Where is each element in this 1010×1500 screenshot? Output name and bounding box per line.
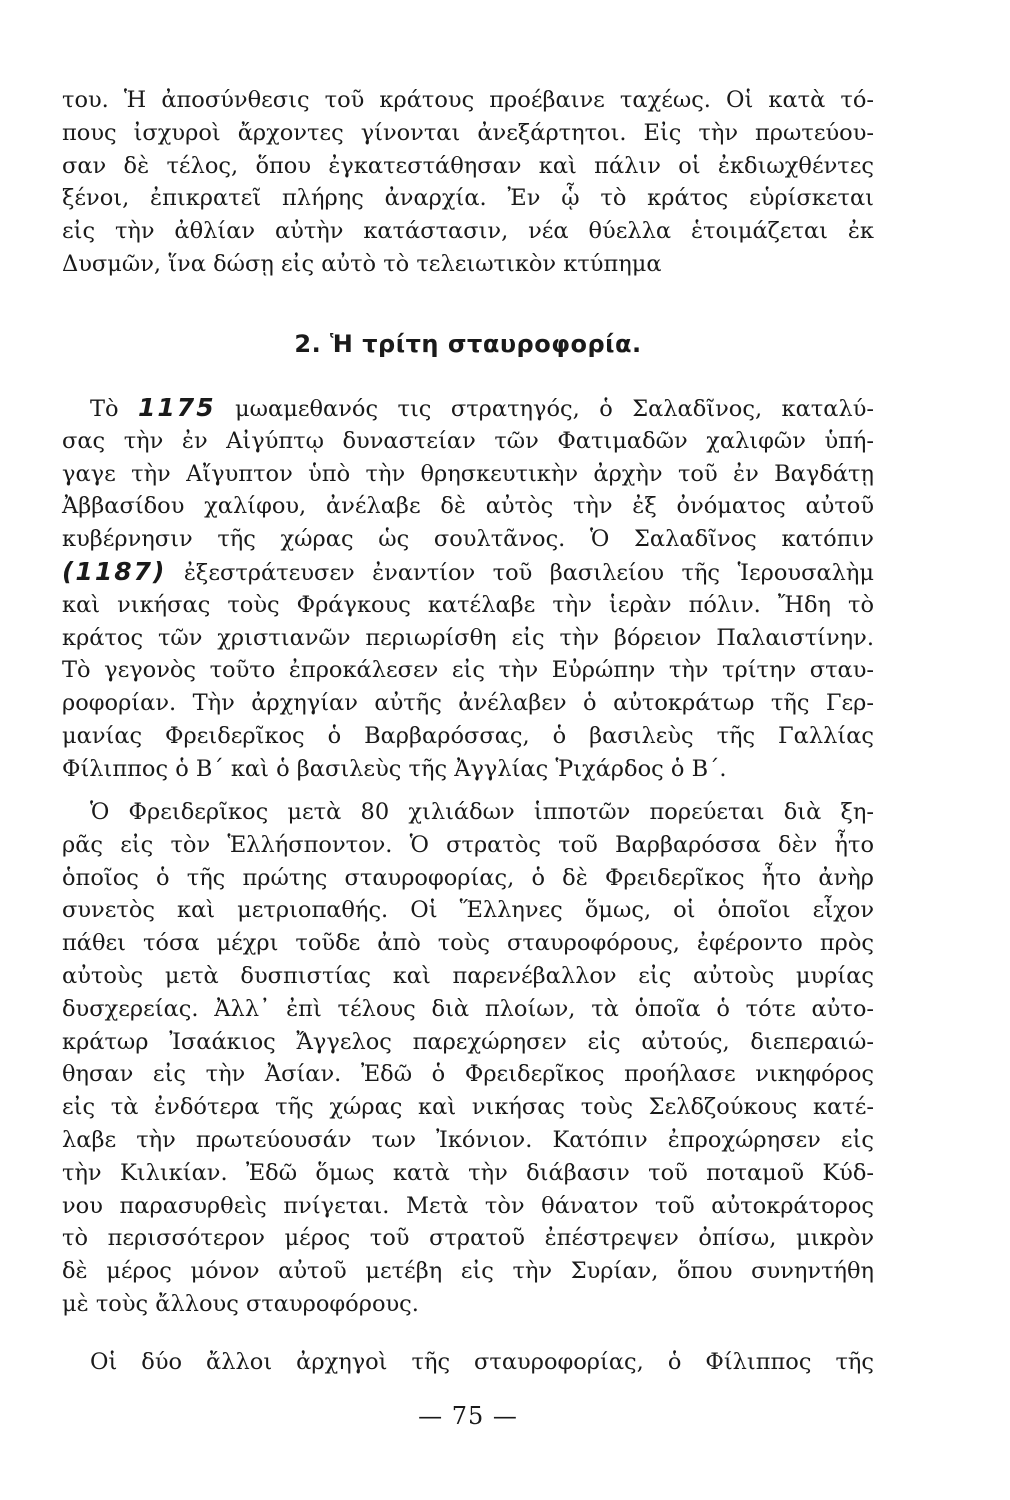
text-line: πους ἰσχυροὶ ἄρχοντες γίνονται ἀνεξάρτητοι. Εἰς τὴν πρωτεύου- <box>62 119 874 146</box>
text-fragment: μωαμεθανός τις στρατηγός, ὁ Σαλαδῖνος, καταλύ- <box>215 396 874 422</box>
text-line: καὶ νικήσας τοὺς Φράγκους κατέλαβε τὴν ἱερὰν πόλιν. Ἤδη τὸ <box>62 591 874 618</box>
text-line: Οἱ δύο ἄλλοι ἀρχηγοὶ τῆς σταυροφορίας, ὁ Φίλιππος τῆς <box>90 1349 874 1375</box>
text-line: αὐτοὺς μετὰ δυσπιστίας καὶ παρενέβαλλον εἰς αὐτοὺς μυρίας <box>62 962 874 989</box>
text-line: Ἀββασίδου χαλίφου, ἀνέλαβε δὲ αὐτὸς τὴν ἐξ ὀνόματος αὐτοῦ <box>62 493 874 520</box>
text-line: σαν δὲ τέλος, ὅπου ἐγκατεστάθησαν καὶ πάλιν οἱ ἐκδιωχθέντες <box>62 152 874 179</box>
text-line: Φίλιππος ὁ Β΄ καὶ ὁ βασιλεὺς τῆς Ἀγγλίας Ῥιχάρδος ὁ Β΄. <box>62 755 727 782</box>
text-line: δὲ μέρος μόνον αὐτοῦ μετέβη εἰς τὴν Συρίαν, ὅπου συνηντήθη <box>62 1258 874 1285</box>
paragraph-4 <box>62 1346 874 1379</box>
text-line: ρᾶς εἰς τὸν Ἑλλήσποντον. Ὁ στρατὸς τοῦ Βαρβαρόσσα δὲν ἦτο <box>62 831 874 858</box>
text-line: εἰς τὴν ἀθλίαν αὐτὴν κατάστασιν, νέα θύελλα ἑτοιμάζεται ἐκ <box>62 218 874 245</box>
text-fragment: Τὸ <box>90 396 139 422</box>
text-line: κράτωρ Ἰσαάκιος Ἄγγελος παρεχώρησεν εἰς αὐτούς, διεπεραιώ- <box>62 1028 874 1055</box>
text-line <box>62 392 874 425</box>
text-line: μὲ τοὺς ἄλλους σταυροφόρους. <box>62 1290 419 1317</box>
text-line: γαγε τὴν Αἴγυπτον ὑπὸ τὴν θρησκευτικὴν ἀρχὴν τοῦ ἐν Βαγδάτῃ <box>62 460 874 487</box>
text-line: μανίας Φρειδερῖκος ὁ Βαρβαρόσσας, ὁ βασιλεὺς τῆς Γαλλίας <box>62 722 874 749</box>
year-1187: (1187) <box>62 556 167 586</box>
text-line: εἰς τὰ ἐνδότερα τῆς χώρας καὶ νικήσας τοὺς Σελδζούκους κατέ- <box>62 1094 874 1121</box>
text-line: Τὸ γεγονὸς τοῦτο ἐπροκάλεσεν εἰς τὴν Εὐρώπην τὴν τρίτην σταυ- <box>62 657 874 684</box>
text-line: ξένοι, ἐπικρατεῖ πλήρης ἀναρχία. Ἐν ᾧ τὸ κράτος εὑρίσκεται <box>62 185 874 212</box>
section-heading: 2. Ἡ τρίτη σταυροφορία. <box>294 330 642 358</box>
year-1175: 1175 <box>138 393 216 422</box>
text-line: πάθει τόσα μέχρι τοῦδε ἀπὸ τοὺς σταυροφόρους, ἐφέροντο πρὸς <box>62 930 874 957</box>
text-line: λαβε τὴν πρωτεύουσάν των Ἰκόνιον. Κατόπιν ἐπροχώρησεν εἰς <box>62 1126 874 1153</box>
text-line: δυσχερείας. Ἀλλ᾿ ἐπὶ τέλους διὰ πλοίων, τὰ ὁποῖα ὁ τότε αὐτο- <box>62 995 874 1022</box>
text-line: τὴν Κιλικίαν. Ἐδῶ ὅμως κατὰ τὴν διάβασιν τοῦ ποταμοῦ Κύδ- <box>62 1159 874 1186</box>
text-line: κυβέρνησιν τῆς χώρας ὡς σουλτᾶνος. Ὁ Σαλαδῖνος κατόπιν <box>62 526 874 553</box>
paragraph-2 <box>62 392 874 786</box>
text-line: Δυσμῶν, ἵνα δώσῃ εἰς αὐτὸ τὸ τελειωτικὸν κτύπημα <box>62 250 662 277</box>
text-line: νου παρασυρθεὶς πνίγεται. Μετὰ τὸν θάνατον τοῦ αὐτοκράτορος <box>62 1192 874 1219</box>
text-line: ροφορίαν. Τὴν ἀρχηγίαν αὐτῆς ἀνέλαβεν ὁ αὐτοκράτωρ τῆς Γερ- <box>62 690 874 717</box>
text-line: συνετὸς καὶ μετριοπαθής. Οἱ Ἕλληνες ὅμως, οἱ ὁποῖοι εἶχον <box>62 897 874 924</box>
paragraph-1 <box>62 84 874 281</box>
paragraph-3 <box>62 796 874 1321</box>
text-line: κράτος τῶν χριστιανῶν περιωρίσθη εἰς τὴν βόρειον Παλαιστίνην. <box>62 624 874 651</box>
text-line: του. Ἡ ἀποσύνθεσις τοῦ κράτους προέβαινε ταχέως. Οἱ κατὰ τό- <box>62 87 874 113</box>
text-line: τὸ περισσότερον μέρος τοῦ στρατοῦ ἐπέστρεψεν ὀπίσω, μικρὸν <box>62 1225 874 1252</box>
text-line: σας τὴν ἐν Αἰγύπτῳ δυναστείαν τῶν Φατιμαδῶν χαλιφῶν ὑπή- <box>62 427 874 454</box>
text-line: Ὁ Φρειδερῖκος μετὰ 80 χιλιάδων ἱπποτῶν πορεύεται διὰ ξη- <box>90 799 874 825</box>
text-fragment: ἐξεστράτευσεν ἐναντίον τοῦ βασιλείου τῆς Ἱερουσαλὴμ <box>166 559 874 586</box>
page-number: — 75 — <box>418 1402 518 1430</box>
text-line: θησαν εἰς τὴν Ἀσίαν. Ἐδῶ ὁ Φρειδερῖκος προήλασε νικηφόρος <box>62 1061 874 1088</box>
text-line: ὁποῖος ὁ τῆς πρώτης σταυροφορίας, ὁ δὲ Φρειδερῖκος ἦτο ἀνὴρ <box>62 864 874 891</box>
text-line <box>62 556 874 589</box>
